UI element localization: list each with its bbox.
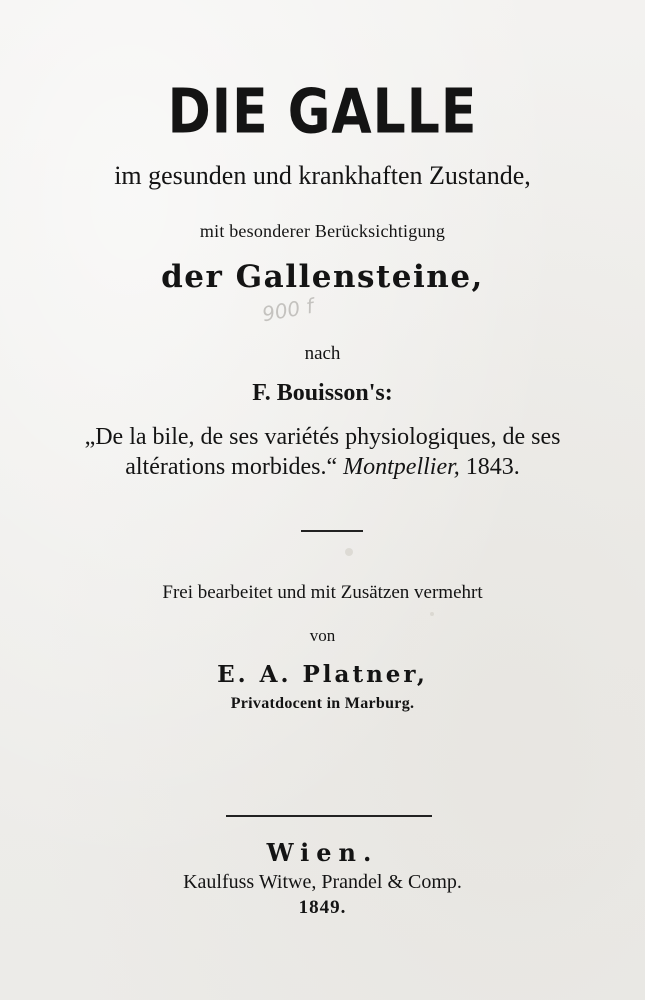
source-title-part: altérations morbides.“ <box>125 454 338 480</box>
divider-long <box>226 815 432 817</box>
pencil-annotation: 900 f <box>260 293 316 327</box>
source-title-line-2 <box>0 455 645 479</box>
subtitle-line-2: mit besonderer Berücksichtigung <box>199 221 446 241</box>
subtitle-line-1: im gesunden und krankhaften Zustande, <box>114 161 531 190</box>
source-author: F. Bouisson's: <box>252 380 393 406</box>
von-label: von <box>309 626 336 645</box>
editor-name: E. A. Platner, <box>217 661 428 688</box>
editor-role: Privatdocent in Marburg. <box>230 695 415 712</box>
divider-short <box>301 530 363 532</box>
nach-label: nach <box>304 343 341 364</box>
publisher: Kaulfuss Witwe, Prandel & Comp. <box>183 871 462 893</box>
edited-note: Frei bearbeitet und mit Zusätzen vermehrt <box>162 582 483 603</box>
paper-stain <box>430 612 434 616</box>
source-place: Montpellier, <box>343 454 460 480</box>
book-title: DIE GALLE <box>167 77 478 149</box>
paper-stain <box>345 548 353 556</box>
publication-place: Wien. <box>266 838 379 867</box>
source-title-line-1: „De la bile, de ses variétés physiologiques, de ses <box>84 424 561 450</box>
publication-year: 1849. <box>298 897 347 918</box>
subtitle-line-3: der Gallensteine, <box>161 259 484 295</box>
source-year: 1843. <box>465 454 520 480</box>
